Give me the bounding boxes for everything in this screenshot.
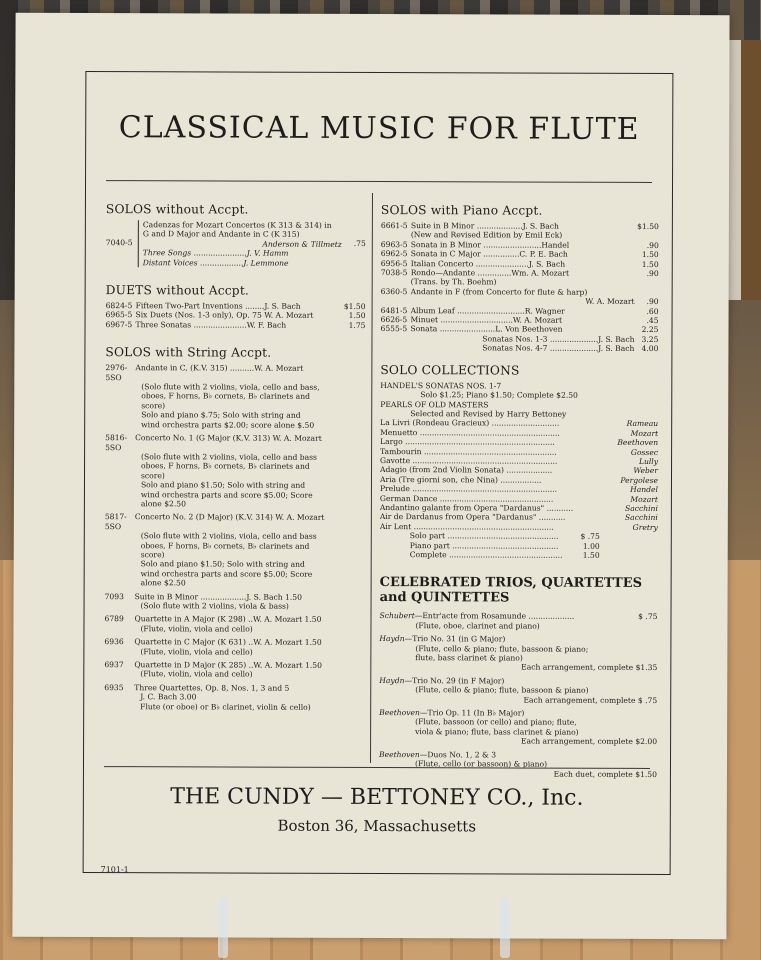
catalog-number: 6555-5 — [380, 324, 408, 334]
catalog-code: 7101-1 — [100, 865, 129, 875]
trio-note: flute, bass clarinet & piano) — [415, 653, 523, 663]
part-price-value: 1.50 — [582, 550, 600, 560]
piece-title: Menuetto .......................................................... — [380, 427, 560, 438]
entry-title: Sonata in B Minor ........................Handel — [410, 239, 570, 250]
trios-heading: CELEBRATED TRIOS, QUARTETTES and QUINTETTES — [379, 575, 643, 606]
entry-note: oboes, F horns, B♭ cornets, B♭ clarinets and — [140, 540, 310, 551]
entry-note: (Solo flute with 2 violins, viola, cello and bass — [141, 452, 317, 462]
entry-note: oboes, F horns, B♭ cornets, B♭ clarinets and — [141, 391, 310, 402]
catalog-entry: 7040-5 Cadenzas for Mozart Concertos (K 313 & 314) in G and D Major and Andante in C (K 315) Anderson & Tillmetz Three Songs ......................J. V. Hamm Distant Voices ..................J. Lemmone .75 — [105, 220, 366, 268]
entry-price: .90 — [646, 297, 659, 307]
entry-note: score) — [140, 470, 165, 480]
entry-price: .45 — [646, 316, 659, 326]
entry-note: score) — [141, 401, 166, 411]
composer: Sacchini — [624, 503, 658, 513]
piece-title: Prelude ............................................................ — [379, 484, 558, 494]
catalog-entry — [380, 343, 658, 353]
catalog-number: 6937 — [104, 660, 124, 670]
display-stand — [500, 898, 510, 958]
trio-entry — [379, 634, 657, 644]
catalog-number: 6936 — [104, 637, 124, 647]
part-name: Complete ............................................... — [409, 550, 563, 560]
catalog-number: 7038-5 — [380, 268, 408, 278]
trio-price — [633, 677, 657, 686]
left-column — [104, 202, 366, 716]
trio-note: (Flute, oboe, clarinet and piano) — [415, 620, 540, 631]
entry-price: 1.50 — [641, 250, 659, 260]
composer: Beethoven — [379, 708, 420, 718]
piece-title: Largo .............................................................. — [380, 437, 555, 447]
trio-title: —Trio No. 31 (in G Major) — [404, 634, 506, 644]
trio-title: —Trio No. 29 (in F Major) — [404, 675, 505, 686]
catalog-entry: 6965-5 Six Duets (Nos. 1-3 only), Op. 75 W. A. Mozart 1.50 — [105, 310, 366, 321]
catalog-number: 6956-5 — [380, 258, 408, 268]
entry-price — [635, 278, 659, 287]
trio-title: —Entr'acte from Rosamunde ................... — [414, 611, 575, 622]
entry-note: Solo and piano $1.50; Solo with string and — [140, 559, 305, 570]
entry-price: 2.25 — [641, 325, 659, 335]
column-divider — [370, 193, 373, 763]
string-heading: SOLOS with String Accpt. — [105, 345, 272, 360]
catalog-entry — [105, 363, 365, 383]
catalog-entry — [105, 433, 365, 453]
entry-price: .60 — [646, 306, 659, 316]
entry-title: Minuet ..............................W. A. Mozart — [410, 315, 563, 325]
entry-title: Album Leaf ............................R. Wagner — [410, 305, 565, 316]
duets-heading: DUETS without Accpt. — [105, 283, 250, 298]
entry-note: (Solo flute with 2 violins, viola, cello and bass, — [141, 382, 320, 392]
composer: Sacchini — [624, 513, 658, 523]
composer: Beethoven — [617, 437, 659, 448]
entry-title: Concerto No. 1 (G Major (K.V. 313) W. A. Mozart — [135, 433, 322, 443]
collections-heading: SOLO COLLECTIONS — [380, 362, 520, 378]
composer: Pergolese — [620, 475, 659, 485]
entry-title: Three Quartettes, Op. 8, Nos. 1, 3 and 5 — [134, 683, 290, 693]
entry-price — [635, 231, 659, 240]
piece-title: Tambourin ....................................................... — [380, 446, 557, 457]
entry-price: 3.25 — [641, 334, 659, 344]
entry-title: Italian Concerto ......................J. S. Bach — [410, 258, 566, 269]
part-price-value: $ .75 — [580, 531, 600, 541]
solos-without-heading: SOLOS without Accpt. — [105, 202, 249, 217]
pearls-title: PEARLS OF OLD MASTERS — [380, 399, 489, 409]
entry-note: (Flute, violin, viola and cello) — [140, 646, 253, 657]
piece-title: La Livri (Rondeau Gracieux) ............................ — [380, 418, 560, 428]
entry-title: Suite in B Minor ...................J. S. Bach — [410, 221, 559, 231]
entry-note: wind orchestra parts and score $5.00; Score — [140, 489, 313, 500]
catalog-entry — [105, 512, 365, 532]
trio-price: $ .75 — [638, 612, 658, 622]
entry-note: alone $2.50 — [140, 578, 186, 588]
trio-note: (Flute, cello (or bassoon) & piano) — [414, 759, 548, 769]
piece-title: Aria (Tre giorni son, che Nina) ................. — [379, 474, 542, 485]
publisher-city: Boston 36, Massachusetts — [277, 816, 477, 836]
catalog-number: 6962-5 — [380, 249, 408, 259]
entry-title: Concerto No. 2 (D Major) (K.V. 314) W. A. Mozart — [134, 512, 325, 523]
trio-note: viola & piano; flute, bass clarinet & piano) — [415, 727, 579, 737]
entry-note: oboes, F horns, B♭ cornets, B♭ clarinets and — [141, 461, 310, 472]
entry-title: Sonata in C Major ...............C. P. E. Bach — [410, 249, 568, 259]
handel-prices: Solo $1.25; Piano $1.50; Complete $2.50 — [420, 390, 578, 400]
entry-title: Quartette in A Major (K 298) ..W. A. Mozart 1.50 — [134, 614, 322, 625]
part-name: Solo part .............................................. — [409, 531, 559, 541]
part-price-value: 1.00 — [582, 541, 600, 551]
entry-note: wind orchestra parts and score $5.00; Score — [140, 568, 313, 579]
catalog-number — [380, 334, 410, 344]
trio-title: —Duos No. 1, 2 & 3 — [419, 749, 497, 760]
piece-title: German Dance ............................................... — [379, 493, 554, 504]
catalog-number — [381, 277, 411, 287]
composer: Mozart — [630, 494, 658, 504]
catalog-entry: 6967-5 Three Sonatas ......................W. F. Bach 1.75 — [105, 319, 366, 330]
piece-title: Air de Dardanus from Opera "Dardanus" ........... — [379, 512, 566, 523]
catalog-number: 6935 — [104, 682, 124, 692]
display-stand — [218, 898, 228, 958]
entry-title: (Trans. by Th. Boehm) — [410, 277, 497, 287]
catalog-number: 5816-5SO — [105, 433, 128, 452]
entry-title: Andante in C, (K.V. 315) ..........W. A. Mozart — [135, 363, 304, 374]
trio-price — [633, 751, 657, 760]
catalog-number: 6360-5 — [380, 286, 408, 296]
composer: Lully — [638, 456, 659, 466]
catalog-number: 6963-5 — [380, 239, 408, 249]
entry-price: 1.50 — [641, 259, 659, 269]
entry-title: Suite in B Minor ...................J. S. Bach 1.50 — [134, 591, 302, 602]
composer: Mozart — [630, 428, 659, 438]
page-frame — [83, 71, 674, 875]
entry-title: W. A. Mozart — [585, 296, 635, 307]
catalog-number: 6481-5 — [380, 305, 408, 315]
trio-note: (Flute, bassoon (or cello) and piano; flute, — [415, 717, 577, 728]
string-list — [104, 363, 365, 716]
entry-note: Solo and piano $.75; Solo with string and — [141, 410, 301, 421]
piano-heading: SOLOS with Piano Accpt. — [380, 203, 543, 218]
entry-note: J. C. Bach 3.00 — [140, 692, 197, 702]
catalog-number: 6626-5 — [380, 315, 408, 325]
composer: Haydn — [379, 634, 405, 644]
piece-title: Air Lent .......................................................... — [379, 521, 554, 532]
composer: Rameau — [626, 419, 659, 429]
composer: Gossec — [630, 447, 659, 457]
entry-title: Quartette in D Major (K 285) ..W. A. Mozart 1.50 — [134, 660, 322, 670]
trio-each-price: Each arrangement, complete $ .75 — [523, 695, 658, 705]
entry-note: wind orchestra parts $2.00; score alone $.50 — [141, 419, 315, 430]
entry-note: (Flute, violin, viola and cello) — [140, 624, 253, 634]
entry-note: (Flute, violin, viola and cello) — [140, 669, 253, 680]
entry-price: $1.50 — [637, 221, 659, 232]
trio-note: (Flute, cello & piano; flute, bassoon & piano) — [415, 685, 589, 696]
trio-each-price: Each duet, complete $1.50 — [553, 769, 657, 779]
catalog-number: 7093 — [104, 591, 124, 601]
entry-price: .90 — [646, 268, 659, 279]
catalog-number — [381, 230, 411, 240]
trio-each-price: Each arrangement, complete $2.00 — [520, 736, 658, 747]
trio-price — [633, 635, 657, 644]
trio-title: —Trio Op. 11 (In B♭ Major) — [419, 708, 525, 718]
catalog-number: 2976-5SO — [105, 363, 128, 382]
entry-price: .90 — [646, 240, 659, 250]
entry-note: score) — [140, 550, 165, 560]
catalog-number — [380, 343, 410, 353]
composer: Beethoven — [379, 749, 420, 759]
publisher-name: THE CUNDY — BETTONEY CO., Inc. — [170, 784, 584, 811]
composer: Weber — [633, 466, 659, 476]
entry-note: (Solo flute with 2 violins, viola & bass) — [140, 601, 289, 611]
entry-title: Rondo—Andante ..............Wm. A. Mozart — [410, 268, 570, 278]
trio-price — [633, 709, 657, 718]
trios-list — [379, 611, 658, 782]
piece-title: Gavotte ............................................................ — [380, 455, 558, 466]
sheet-music-back-cover — [12, 13, 729, 939]
entry-title: Quartette in C Major (K 631) ..W. A. Mozart 1.50 — [134, 637, 322, 648]
piano-list — [380, 221, 658, 354]
pearls-subtitle: Selected and Revised by Harry Bettoney — [410, 409, 567, 419]
composer: Gretry — [632, 522, 658, 532]
trio-each-price: Each arrangement, complete $1.35 — [521, 662, 658, 673]
entry-title: Sonatas Nos. 1-3 ....................J. S. Bach — [482, 334, 635, 344]
parts-list — [380, 531, 600, 560]
entry-title: Sonata .......................L. Von Beethoven — [410, 324, 563, 335]
part-name: Piano part ............................................ — [409, 540, 559, 551]
composer: Haydn — [379, 675, 405, 685]
catalog-entry — [104, 637, 364, 647]
divider — [106, 180, 652, 183]
entry-title: Sonatas Nos. 4-7 ....................J. S. Bach — [482, 343, 635, 354]
handel-sonatas: HANDEL'S SONATAS NOS. 1-7 — [380, 380, 502, 391]
entry-title: (New and Revised Edition by Emil Eck) — [410, 230, 563, 241]
right-column — [379, 203, 659, 783]
part-price — [410, 550, 600, 560]
catalog-number: 5817-5SO — [104, 512, 127, 531]
entry-title: Andante in F (from Concerto for flute & harp) — [410, 286, 588, 297]
trio-note: (Flute, cello & piano; flute, bassoon & piano; — [415, 643, 589, 654]
composer: Schubert — [379, 611, 415, 621]
piece-title: Adagio (from 2nd Violin Sonata) ................... — [380, 465, 553, 475]
entry-price: 4.00 — [641, 344, 659, 354]
piece-title: Andantino galante from Opera "Dardanus" ........... — [379, 503, 574, 513]
catalog-entry: 6824-5 Fifteen Two-Part Inventions ........J. S. Bach $1.50 — [105, 301, 366, 312]
entry-note: Flute (or oboe) or B♭ clarinet, violin & cello) — [140, 701, 311, 712]
catalog-number — [381, 296, 411, 306]
composer: Handel — [630, 485, 658, 495]
entry-note: Solo and piano $1.50; Solo with string and — [140, 480, 306, 490]
entry-price — [635, 288, 659, 297]
pearls-list — [380, 418, 658, 532]
page-title: CLASSICAL MUSIC FOR FLUTE — [118, 110, 640, 147]
entry-note: alone $2.50 — [140, 499, 186, 509]
catalog-number: 6789 — [104, 614, 124, 624]
entry-note: (Solo flute with 2 violins, viola, cello and bass — [140, 531, 317, 541]
catalog-number: 6661-5 — [380, 221, 408, 231]
